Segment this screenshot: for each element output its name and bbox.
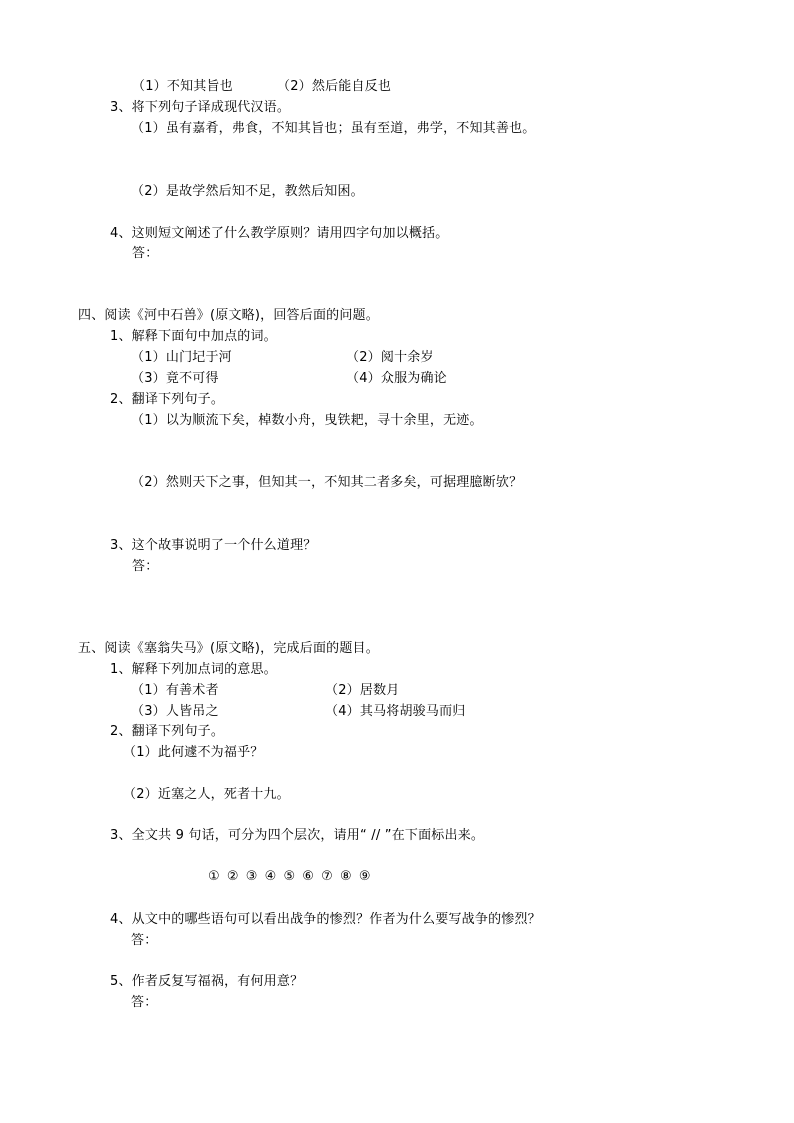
item-2: （2）阅十余岁: [346, 350, 434, 365]
question-4: 4、从文中的哪些语句可以看出战争的惨烈？作者为什么要写战争的惨烈？: [110, 912, 541, 927]
item-2: （2）然后能自反也: [277, 79, 392, 94]
sentence-number: ⑤: [283, 869, 296, 884]
item-1: （1）不知其旨也: [132, 79, 233, 94]
answer-label: 答：: [131, 933, 158, 948]
question-4: 4、这则短文阐述了什么教学原则？请用四字句加以概括。: [110, 226, 449, 241]
sentence-number: ②: [226, 869, 239, 884]
answer-label: 答：: [132, 559, 159, 574]
question-1: 1、解释下面句中加点的词。: [110, 329, 277, 344]
answer-label: 答：: [132, 246, 159, 261]
item-4: （4）其马将胡骏马而归: [325, 704, 466, 719]
sentence-number: ④: [264, 869, 277, 884]
section-4-title: 四、阅读《河中石兽》(原文略)，回答后面的问题。: [78, 308, 379, 323]
sentence-number: ⑨: [358, 869, 371, 884]
question-3: 3、将下列句子译成现代汉语。: [110, 100, 291, 115]
question-3: 3、这个故事说明了一个什么道理？: [110, 538, 317, 553]
sentence-1: （1）此何遽不为福乎？: [123, 745, 264, 760]
sentence-1: （1）虽有嘉肴，弗食，不知其旨也；虽有至道，弗学，不知其善也。: [131, 121, 536, 136]
item-3: （3）人皆吊之: [131, 704, 219, 719]
sentence-2: （2）是故学然后知不足，教然后知困。: [131, 184, 364, 199]
sentence-number-row: [208, 869, 378, 885]
question-5: 5、作者反复写福祸，有何用意？: [110, 974, 304, 989]
question-2: 2、翻译下列句子。: [110, 392, 225, 407]
item-3: （3）竟不可得: [131, 371, 219, 386]
sentence-number: ③: [245, 869, 258, 884]
sentence-number: ⑥: [302, 869, 315, 884]
question-2: 2、翻译下列句子。: [110, 724, 225, 739]
question-3: 3、全文共 9 句话，可分为四个层次，请用“ // ”在下面标出来。: [110, 828, 485, 843]
item-1: （1）山门圮于河: [131, 350, 232, 365]
sentence-2: （2）近塞之人，死者十九。: [123, 787, 290, 802]
item-1: （1）有善术者: [131, 683, 219, 698]
sentence-number: ①: [208, 869, 220, 884]
sentence-number: ⑧: [340, 869, 352, 884]
item-4: （4）众服为确论: [346, 371, 447, 386]
sentence-1: （1）以为顺流下矣，棹数小舟，曳铁耙，寻十余里，无迹。: [131, 413, 483, 428]
section-5-title: 五、阅读《塞翁失马》(原文略)，完成后面的题目。: [78, 641, 379, 656]
question-1: 1、解释下列加点词的意思。: [110, 662, 277, 677]
sentence-2: （2）然则天下之事，但知其一，不知其二者多矣，可据理臆断欤？: [131, 475, 523, 490]
answer-label: 答：: [131, 995, 158, 1010]
sentence-number: ⑦: [321, 869, 334, 884]
item-2: （2）居数月: [325, 683, 400, 698]
